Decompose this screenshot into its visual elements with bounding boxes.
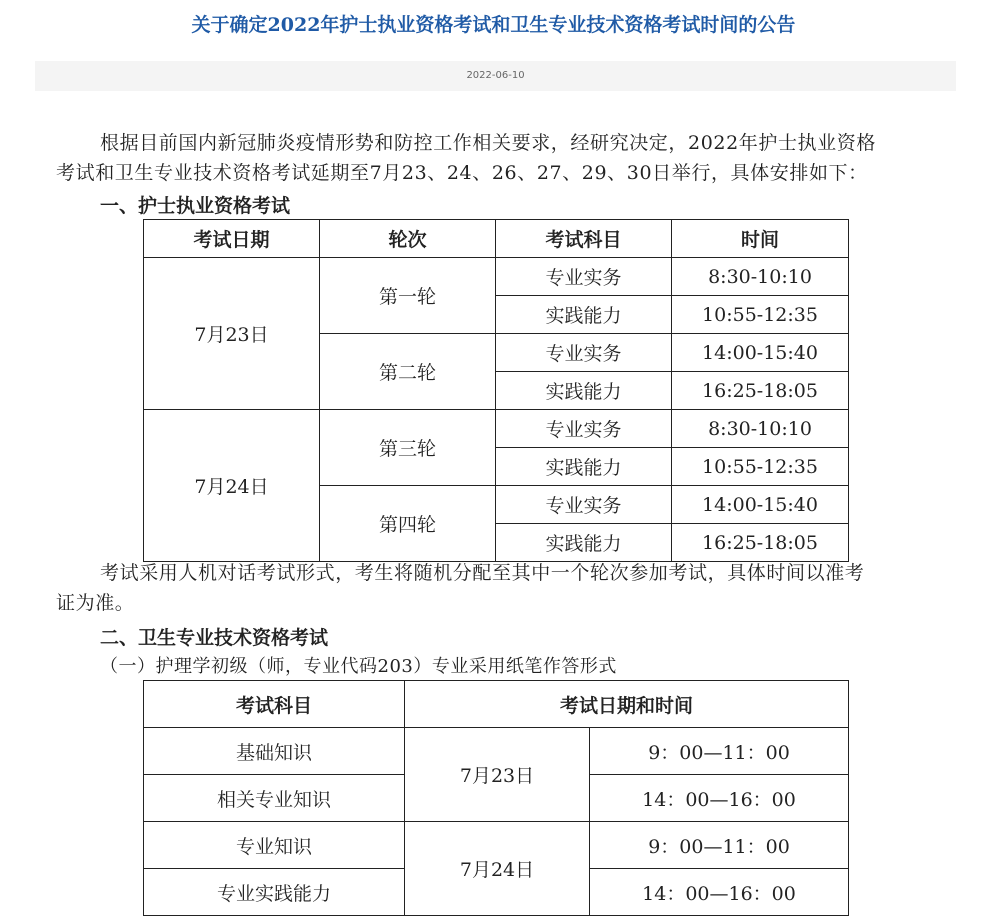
round-cell: 第三轮 [320, 410, 496, 486]
subject-cell: 专业实务 [496, 486, 672, 524]
table-row [144, 822, 849, 869]
intro-line-2: 考试和卫生专业技术资格考试延期至7月23、24、26、27、29、30日举行，具体安排如下： [56, 162, 868, 184]
note-line-2: 证为准。 [56, 592, 135, 614]
article-title: 关于确定2022年护士执业资格考试和卫生专业技术资格考试时间的公告 [191, 14, 796, 36]
subject-cell: 专业知识 [144, 822, 405, 869]
time-cell: 14：00—16：00 [590, 869, 849, 916]
subject-cell: 实践能力 [496, 296, 672, 334]
health-tech-exam-table [143, 680, 849, 916]
table-header-row [144, 220, 849, 258]
subject-cell: 实践能力 [496, 372, 672, 410]
time-cell: 14:00-15:40 [672, 334, 849, 372]
subject-cell: 专业实务 [496, 258, 672, 296]
header-subject: 考试科目 [496, 220, 672, 258]
time-cell: 9：00—11：00 [590, 728, 849, 775]
section-1-heading: 一、护士执业资格考试 [100, 195, 291, 217]
exam-date-cell: 7月24日 [144, 410, 320, 562]
time-cell: 16:25-18:05 [672, 372, 849, 410]
subject-cell: 专业实务 [496, 334, 672, 372]
header-time: 时间 [672, 220, 849, 258]
time-cell: 16:25-18:05 [672, 524, 849, 562]
table-row [144, 410, 849, 448]
time-cell: 14:00-15:40 [672, 486, 849, 524]
exam-date-cell: 7月23日 [405, 728, 590, 822]
table-header-row [144, 681, 849, 728]
subject-cell: 专业实务 [496, 410, 672, 448]
header-exam-date: 考试日期 [144, 220, 320, 258]
round-cell: 第二轮 [320, 334, 496, 410]
time-cell: 10:55-12:35 [672, 296, 849, 334]
section-2-subheading: （一）护理学初级（师，专业代码203）专业采用纸笔作答形式 [100, 656, 617, 677]
time-cell: 14：00—16：00 [590, 775, 849, 822]
subject-cell: 相关专业知识 [144, 775, 405, 822]
section-2-heading: 二、卫生专业技术资格考试 [100, 627, 329, 649]
time-cell: 8:30-10:10 [672, 410, 849, 448]
exam-date-cell: 7月24日 [405, 822, 590, 916]
subject-cell: 专业实践能力 [144, 869, 405, 916]
round-cell: 第一轮 [320, 258, 496, 334]
subject-cell: 实践能力 [496, 448, 672, 486]
intro-line-1: 根据目前国内新冠肺炎疫情形势和防控工作相关要求，经研究决定，2022年护士执业资格 [100, 132, 876, 154]
table-row [144, 258, 849, 296]
header-date-time: 考试日期和时间 [405, 681, 849, 728]
round-cell: 第四轮 [320, 486, 496, 562]
header-subject: 考试科目 [144, 681, 405, 728]
time-cell: 9：00—11：00 [590, 822, 849, 869]
subject-cell: 实践能力 [496, 524, 672, 562]
exam-date-cell: 7月23日 [144, 258, 320, 410]
time-cell: 8:30-10:10 [672, 258, 849, 296]
nurse-exam-schedule-table [143, 219, 849, 562]
subject-cell: 基础知识 [144, 728, 405, 775]
time-cell: 10:55-12:35 [672, 448, 849, 486]
note-line-1: 考试采用人机对话考试形式，考生将随机分配至其中一个轮次参加考试，具体时间以准考 [100, 562, 865, 584]
table-row [144, 728, 849, 775]
publish-date: 2022-06-10 [35, 61, 956, 91]
header-round: 轮次 [320, 220, 496, 258]
